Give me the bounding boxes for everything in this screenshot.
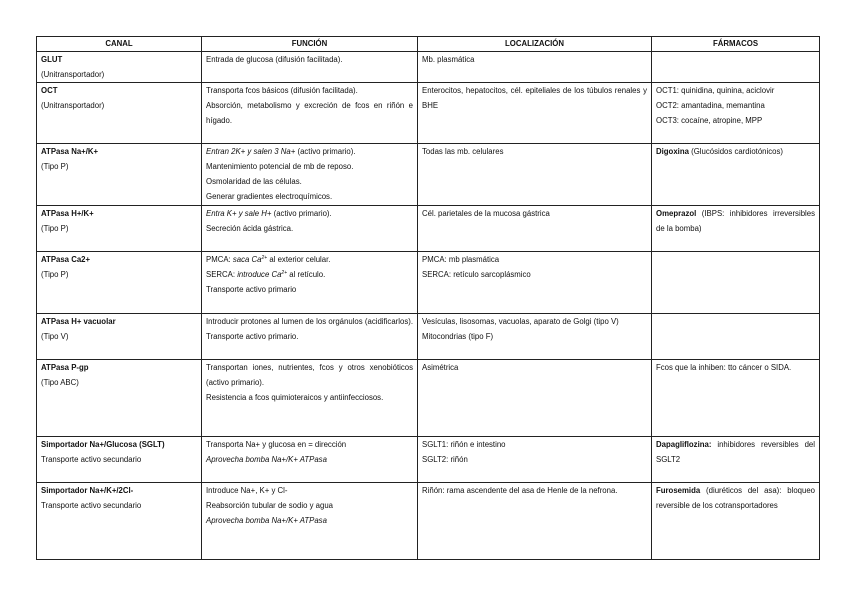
canal-cell: [37, 52, 202, 83]
localizacion-text: PMCA: mb plasmática: [422, 255, 500, 264]
table-header-row: [37, 37, 820, 52]
localizacion-cell: [418, 52, 652, 83]
header-funcion: FUNCIÓN: [202, 37, 418, 52]
localizacion-cell: [418, 144, 652, 206]
canal-cell: [37, 314, 202, 360]
funcion-cell: [202, 483, 418, 560]
transporters-table: [36, 36, 820, 560]
funcion-text: Mantenimiento potencial de mb de reposo.: [206, 162, 354, 171]
farmacos-cell: [652, 437, 820, 483]
localizacion-text: Mitocondrias (tipo F): [422, 332, 494, 341]
localizacion-cell: [418, 483, 652, 560]
farmaco-name: Dapagliflozina:: [656, 440, 712, 449]
canal-name: GLUT: [41, 55, 63, 64]
serca-sup: 2+: [281, 270, 288, 276]
table-row: [37, 52, 820, 83]
farmacos-cell: [652, 206, 820, 252]
farmaco-text: inhibidores reversibles del SGLT2: [656, 440, 815, 464]
canal-cell: [37, 437, 202, 483]
localizacion-text: SGLT1: riñón e intestino: [422, 440, 506, 449]
farmacos-cell: [652, 52, 820, 83]
funcion-text: Transporta fcos básicos (difusión facilitada).: [206, 86, 358, 95]
canal-type: (Tipo P): [41, 162, 69, 171]
funcion-cell: [202, 206, 418, 252]
canal-cell: [37, 206, 202, 252]
serca-italic: introduce Ca: [237, 270, 282, 279]
funcion-cell: [202, 52, 418, 83]
canal-type: Transporte activo secundario: [41, 455, 142, 464]
funcion-text: Transporte activo primario: [206, 285, 297, 294]
funcion-text: Resistencia a fcos quimioteraicos y antiinfecciosos.: [206, 393, 384, 402]
canal-name: Simportador Na+/K+/2Cl-: [41, 486, 134, 495]
pmca-sup: 2+: [261, 255, 268, 261]
funcion-text: Absorción, metabolismo y excreción de fcos en riñón e hígado.: [206, 101, 413, 125]
table-row: [37, 314, 820, 360]
table-row: [37, 83, 820, 144]
canal-cell: [37, 360, 202, 437]
funcion-text: Introducir protones al lumen de los orgánulos (acidificarlos). Transporte activo primario.: [206, 317, 413, 341]
funcion-text: (activo primario).: [273, 209, 332, 218]
canal-type: (Unitransportador): [41, 70, 105, 79]
localizacion-text: SERCA: retículo sarcoplásmico: [422, 270, 531, 279]
pmca-label: PMCA:: [206, 255, 231, 264]
funcion-text: Transporta Na+ y glucosa en = dirección: [206, 440, 347, 449]
localizacion-cell: [418, 252, 652, 314]
funcion-text: Reabsorción tubular de sodio y agua: [206, 501, 334, 510]
farmacos-cell: [652, 483, 820, 560]
funcion-text: Entrada de glucosa (difusión facilitada).: [206, 55, 343, 64]
funcion-cell: [202, 83, 418, 144]
farmaco-text: (Glucósidos cardiotónicos): [691, 147, 783, 156]
farmaco-name: Digoxina: [656, 147, 689, 156]
funcion-cell: [202, 144, 418, 206]
funcion-cell: [202, 252, 418, 314]
canal-name: ATPasa H+ vacuolar: [41, 317, 116, 326]
localizacion-cell: [418, 206, 652, 252]
funcion-cell: [202, 360, 418, 437]
localizacion-text: Mb. plasmática: [422, 55, 475, 64]
pmca-rest: al exterior celular.: [269, 255, 331, 264]
table-row: [37, 252, 820, 314]
canal-name: Simportador Na+/Glucosa (SGLT): [41, 440, 165, 449]
header-localizacion: LOCALIZACIÓN: [418, 37, 652, 52]
funcion-text: Introduce Na+, K+ y Cl-: [206, 486, 288, 495]
table-row: [37, 437, 820, 483]
farmacos-cell: [652, 314, 820, 360]
farmaco-text: OCT1: quinidina, quinina, aciclovir: [656, 86, 775, 95]
funcion-text: Generar gradientes electroquímicos.: [206, 192, 333, 201]
canal-name: OCT: [41, 86, 58, 95]
farmaco-text: OCT3: cocaíne, atropine, MPP: [656, 116, 763, 125]
funcion-cell: [202, 314, 418, 360]
localizacion-text: Todas las mb. celulares: [422, 147, 504, 156]
localizacion-cell: [418, 437, 652, 483]
header-canal: CANAL: [37, 37, 202, 52]
canal-cell: [37, 83, 202, 144]
funcion-italic: Entra K+ y sale H+: [206, 209, 272, 218]
localizacion-cell: [418, 83, 652, 144]
funcion-text: Secreción ácida gástrica.: [206, 224, 294, 233]
canal-name: ATPasa Ca2+: [41, 255, 91, 264]
canal-type: (Tipo P): [41, 224, 69, 233]
farmaco-name: Furosemida: [656, 486, 701, 495]
pmca-italic: saca Ca: [232, 255, 262, 264]
funcion-text: Osmolaridad de las células.: [206, 177, 302, 186]
table-row: [37, 206, 820, 252]
funcion-italic: Entran 2K+ y salen 3 Na+: [206, 147, 296, 156]
serca-rest: al retículo.: [289, 270, 326, 279]
canal-cell: [37, 483, 202, 560]
funcion-italic: Aprovecha bomba Na+/K+ ATPasa: [206, 455, 327, 464]
farmacos-cell: [652, 144, 820, 206]
farmaco-text: (diuréticos del asa): bloqueo reversible de los cotransportadores: [656, 486, 816, 510]
localizacion-text: Vesículas, lisosomas, vacuolas, aparato de Golgi (tipo V): [422, 317, 619, 326]
canal-type: (Tipo ABC): [41, 378, 79, 387]
localizacion-text: Enterocitos, hepatocitos, cél. epiteliales de los túbulos renales y BHE: [422, 86, 647, 110]
canal-cell: [37, 252, 202, 314]
farmaco-text: OCT2: amantadina, memantina: [656, 101, 765, 110]
funcion-cell: [202, 437, 418, 483]
farmacos-cell: [652, 360, 820, 437]
canal-type: (Tipo P): [41, 270, 69, 279]
serca-label: SERCA:: [206, 270, 236, 279]
funcion-text: (activo primario).: [297, 147, 356, 156]
farmaco-text: (IBPS: inhibidores irreversibles de la bomba): [656, 209, 815, 233]
canal-type: (Tipo V): [41, 332, 69, 341]
funcion-italic: Aprovecha bomba Na+/K+ ATPasa: [206, 516, 327, 525]
localizacion-text: Riñón: rama ascendente del asa de Henle de la nefrona.: [422, 486, 618, 495]
farmacos-cell: [652, 83, 820, 144]
localizacion-cell: [418, 314, 652, 360]
farmaco-name: Omeprazol: [656, 209, 697, 218]
localizacion-text: Cél. parietales de la mucosa gástrica: [422, 209, 550, 218]
table-row: [37, 144, 820, 206]
canal-name: ATPasa P-gp: [41, 363, 89, 372]
canal-cell: [37, 144, 202, 206]
header-farmacos: FÁRMACOS: [652, 37, 820, 52]
funcion-text: Transportan iones, nutrientes, fcos y otros xenobióticos (activo primario).: [206, 363, 413, 387]
table-row: [37, 360, 820, 437]
canal-name: ATPasa Na+/K+: [41, 147, 99, 156]
localizacion-cell: [418, 360, 652, 437]
farmaco-text: Fcos que la inhiben: tto cáncer o SIDA.: [656, 363, 792, 372]
table-row: [37, 483, 820, 560]
canal-name: ATPasa H+/K+: [41, 209, 94, 218]
canal-type: (Unitransportador): [41, 101, 105, 110]
localizacion-text: Asimétrica: [422, 363, 459, 372]
canal-type: Transporte activo secundario: [41, 501, 142, 510]
farmacos-cell: [652, 252, 820, 314]
localizacion-text: SGLT2: riñón: [422, 455, 468, 464]
